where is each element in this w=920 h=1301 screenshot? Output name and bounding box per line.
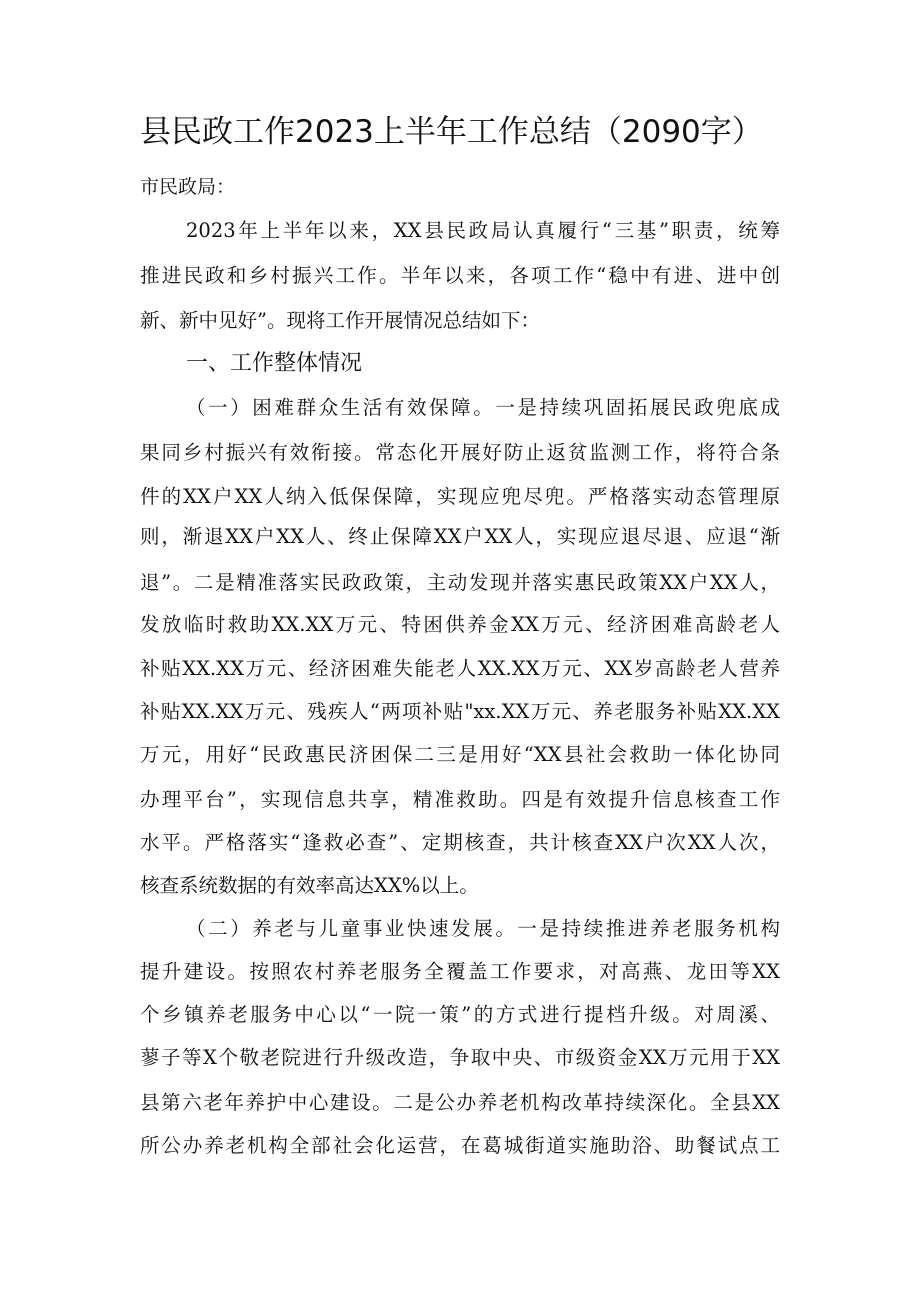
paragraph-line: 核查系统数据的有效率高达XX%以上。 (140, 874, 479, 897)
intro-line: 新、新中见好”。现将工作开展情况总结如下： (140, 309, 540, 332)
paragraph-line: 办理平台”，实现信息共享，精准救助。四是有效提升信息核查工作 (140, 788, 780, 811)
paragraph-line: 件的XX户XX人纳入低保保障，实现应兜尽兜。严格落实动态管理原 (140, 485, 780, 508)
paragraph-line: 个乡镇养老服务中心以“一院一策”的方式进行提档升级。对周溪、 (140, 1003, 780, 1026)
paragraph-line: 万元，用好“民政惠民济困保二三是用好“XX县社会救助一体化协同 (140, 743, 780, 766)
paragraph-line: 果同乡村振兴有效衔接。常态化开展好防止返贫监测工作，将符合条 (140, 441, 780, 464)
paragraph-line: 县第六老年养护中心建设。二是公办养老机构改革持续深化。全县XX (140, 1091, 780, 1114)
paragraph-line: 补贴XX.XX万元、经济困难失能老人XX.XX万元、XX岁高龄老人营养 (140, 657, 780, 680)
paragraph-line: 发放临时救助XX.XX万元、特困供养金XX万元、经济困难高龄老人 (140, 613, 780, 636)
paragraph-line: 退”。二是精准落实民政政策，主动发现并落实惠民政策XX户XX人， (140, 571, 780, 594)
section-heading: 一、工作整体情况 (186, 351, 363, 376)
salutation: 市民政局： (140, 176, 236, 198)
paragraph-line: （二）养老与儿童事业快速发展。一是持续推进养老服务机构 (186, 917, 780, 940)
intro-line: 推进民政和乡村振兴工作。半年以来，各项工作“稳中有进、进中创 (140, 264, 780, 287)
paragraph-line: 水平。严格落实“逢救必查”、定期核查，共计核查XX户次XX人次， (140, 831, 780, 854)
paragraph-line: 提升建设。按照农村养老服务全覆盖工作要求，对高燕、龙田等XX (140, 960, 780, 983)
paragraph-line: 则，渐退XX户XX人、终止保障XX户XX人，实现应退尽退、应退“渐 (140, 525, 780, 548)
paragraph-line: （一）困难群众生活有效保障。一是持续巩固拓展民政兜底成 (186, 396, 780, 419)
paragraph-line: 所公办养老机构全部社会化运营，在葛城街道实施助浴、助餐试点工 (140, 1134, 780, 1157)
paragraph-line: 蓼子等X个敬老院进行升级改造，争取中央、市级资金XX万元用于XX (140, 1046, 780, 1069)
paragraph-line: 补贴XX.XX万元、残疾人“两项补贴"xx.XX万元、养老服务补贴XX.XX (140, 700, 780, 723)
document-title: 县民政工作2023上半年工作总结（2090字） (140, 114, 763, 150)
intro-line: 2023年上半年以来，XX县民政局认真履行“三基”职责，统筹 (186, 219, 780, 242)
